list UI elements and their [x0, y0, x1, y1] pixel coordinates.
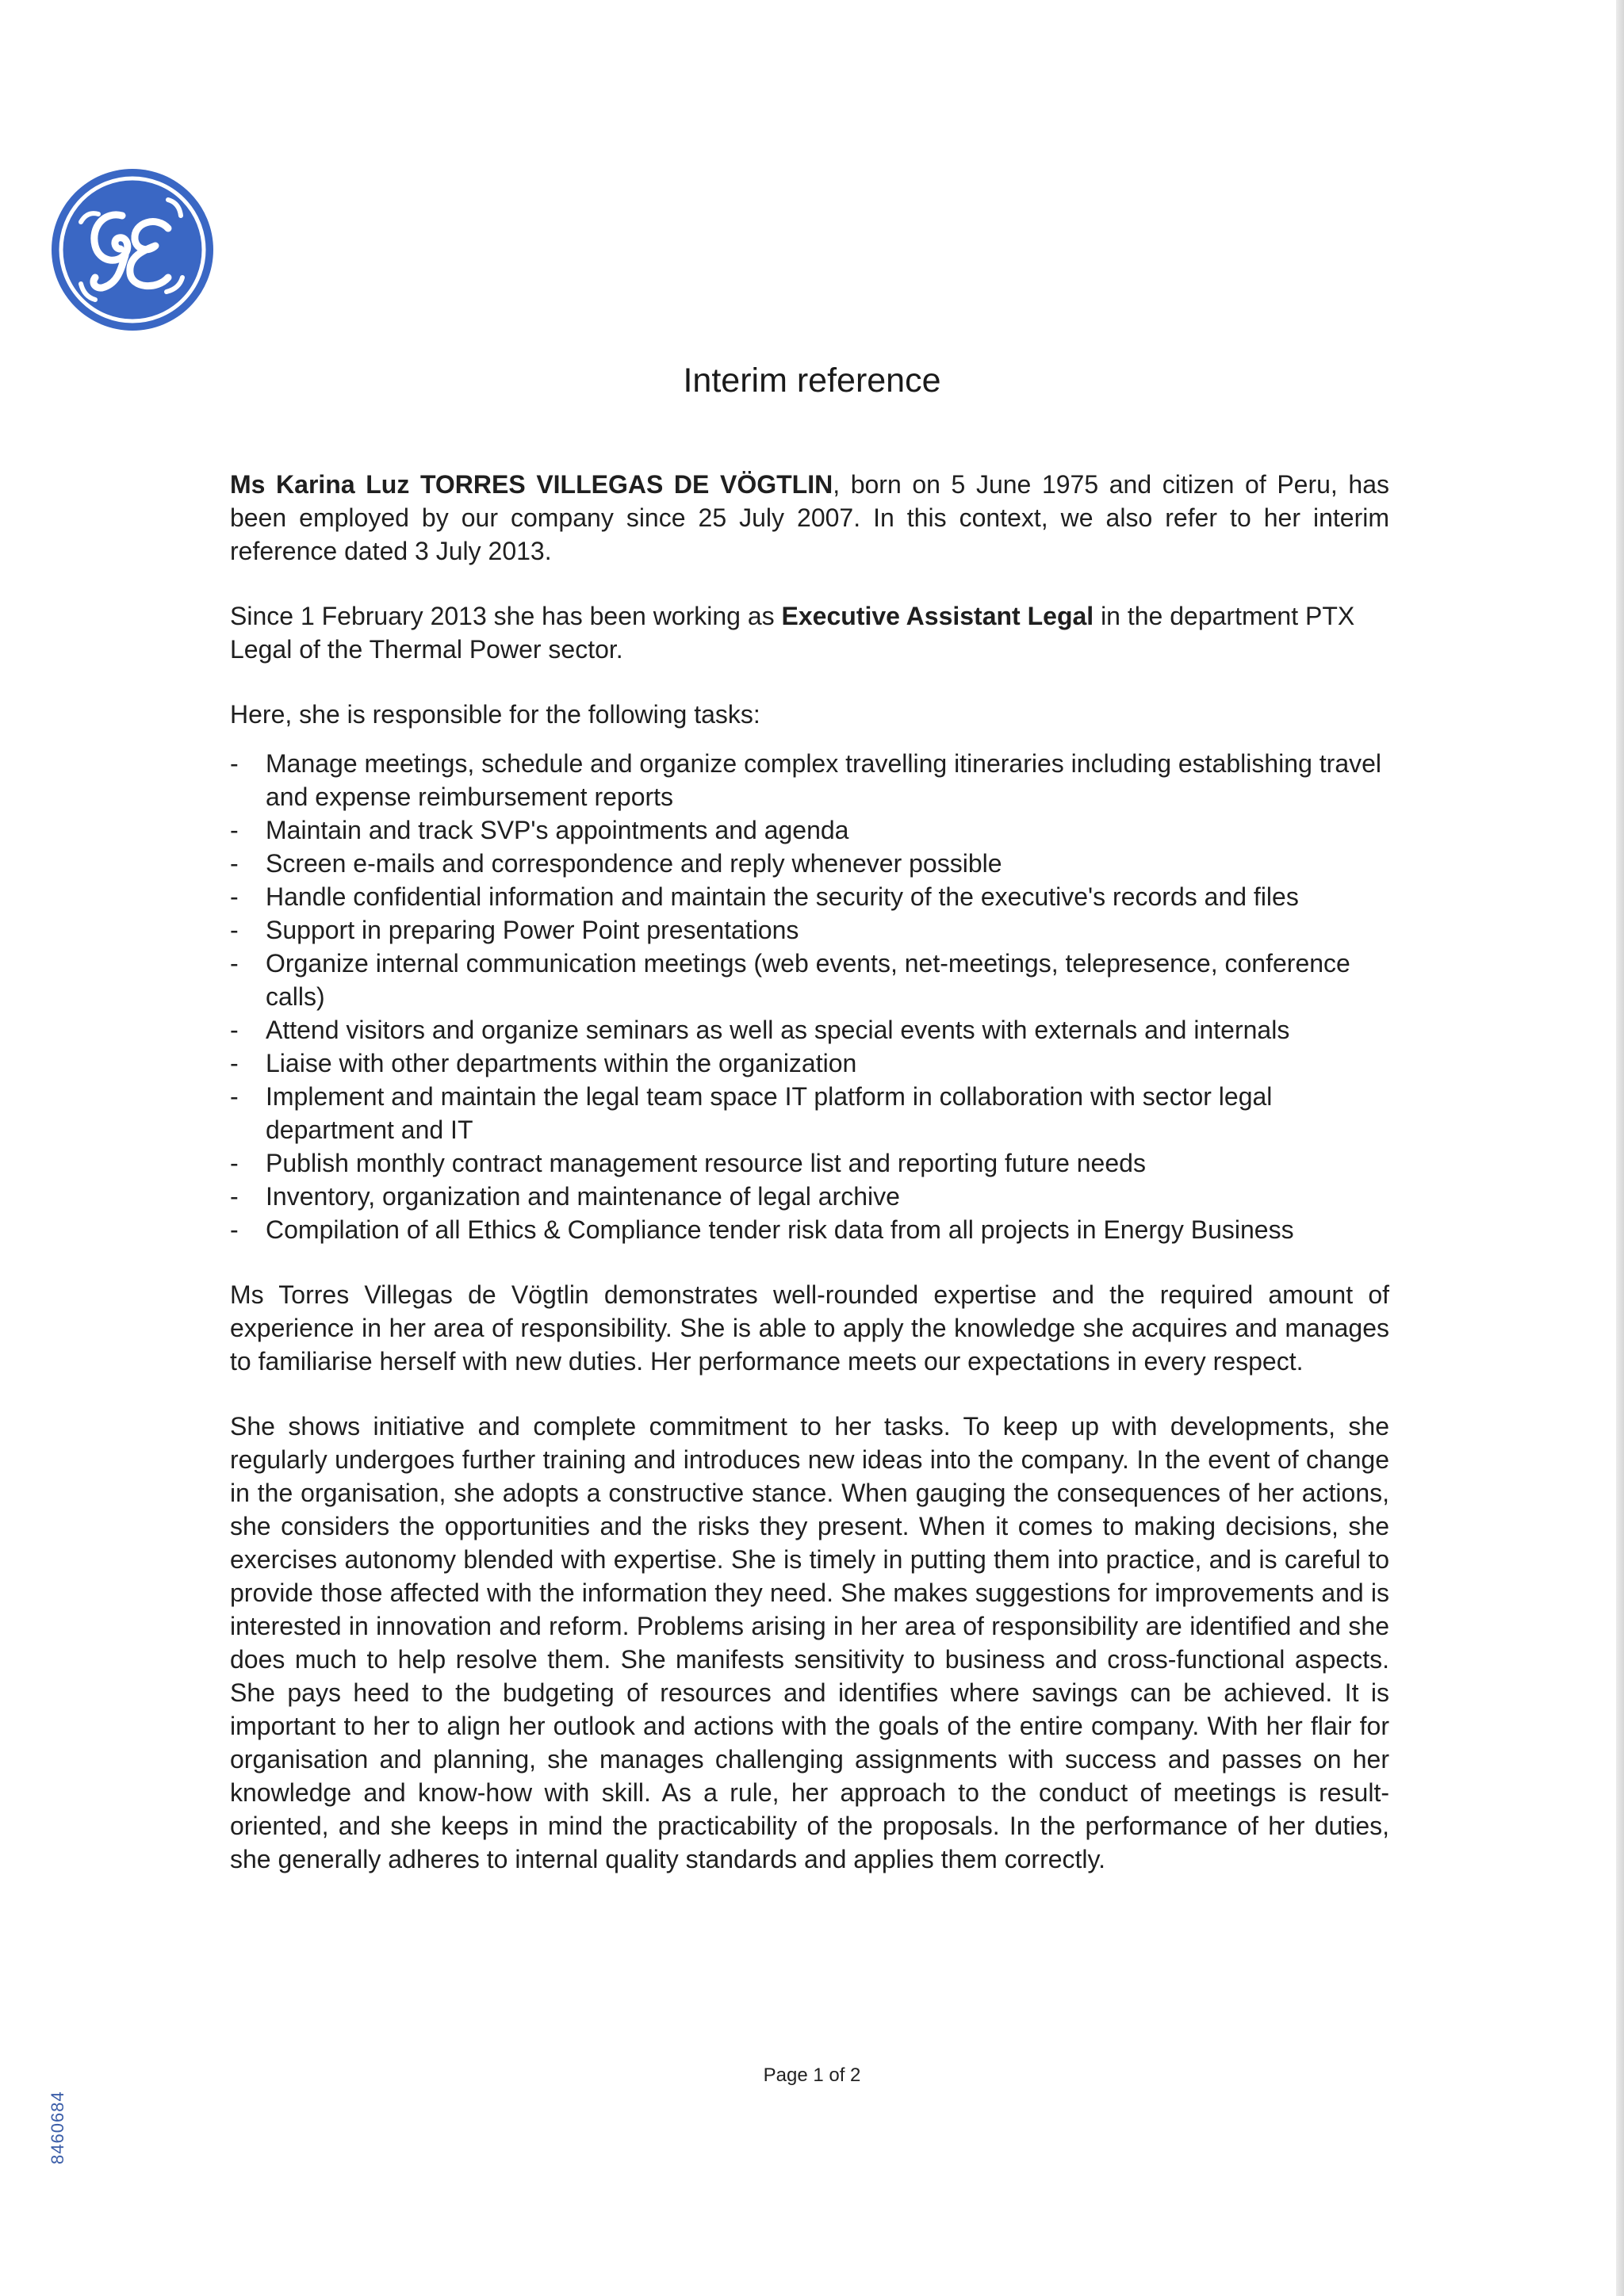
- list-item: - Attend visitors and organize seminars as well as special events with externals and internals: [230, 1013, 1389, 1047]
- document-title: Interim reference: [683, 362, 941, 400]
- tasks-lead: Here, she is responsible for the following tasks:: [230, 700, 760, 729]
- list-item: - Handle confidential information and maintain the security of the executive's records and files: [230, 880, 1389, 913]
- page-edge-shadow: [1616, 0, 1624, 2296]
- list-item: - Liaise with other departments within the organization: [230, 1047, 1389, 1080]
- task-list: [230, 747, 1389, 1246]
- list-item: - Implement and maintain the legal team space IT platform in collaboration with sector legal department and IT: [230, 1080, 1389, 1146]
- list-item: - Support in preparing Power Point presentations: [230, 913, 1389, 947]
- employee-name: Ms Karina Luz TORRES VILLEGAS DE VÖGTLIN: [230, 470, 833, 499]
- letter-body: [230, 468, 1389, 1908]
- position-text-after: in the department PTX Legal of the Thermal Power sector.: [230, 602, 1355, 664]
- page-number: Page 1 of 2: [763, 2064, 861, 2086]
- list-item: - Organize internal communication meetings (web events, net-meetings, telepresence, conference calls): [230, 947, 1389, 1013]
- list-bullet: -: [230, 882, 239, 911]
- list-item: - Manage meetings, schedule and organize complex travelling itineraries including establishing travel and expense reimbursement reports: [230, 747, 1389, 813]
- list-bullet: -: [230, 916, 239, 944]
- ge-logo-icon: [49, 166, 216, 333]
- list-bullet: -: [230, 816, 239, 844]
- list-item: - Screen e-mails and correspondence and reply whenever possible: [230, 847, 1389, 880]
- list-bullet: -: [230, 1016, 239, 1044]
- list-bullet: -: [230, 1082, 239, 1111]
- ge-monogram-logo-graphic: [49, 166, 216, 333]
- position-paragraph: [230, 599, 1389, 666]
- intro-paragraph: [230, 468, 1389, 568]
- list-bullet: -: [230, 749, 239, 778]
- list-bullet: -: [230, 1215, 239, 1244]
- list-item: - Maintain and track SVP's appointments and agenda: [230, 813, 1389, 847]
- list-bullet: -: [230, 949, 239, 978]
- list-bullet: -: [230, 1149, 239, 1177]
- list-item: - Publish monthly contract management resource list and reporting future needs: [230, 1146, 1389, 1180]
- list-item: - Inventory, organization and maintenance of legal archive: [230, 1180, 1389, 1213]
- commitment-paragraph: She shows initiative and complete commitment to her tasks. To keep up with developments, she regularly undergoes further training and introduces new ideas into the company. In the event of change in the organisation, she adopts a constructive stance. When gauging the consequences of her actions, she considers the opportunities and the risks they present. When it comes to making decisions, she exercises autonomy blended with expertise. She is timely in putting them into practice, and is careful to provide those affected with the information they need. She makes suggestions for improvements and is interested in innovation and reform. Problems arising in her area of responsibility are identified and she does much to help resolve them. She manifests sensitivity to business and cross-functional aspects. She pays heed to the budgeting of resources and identifies where savings can be achieved. It is important to her to align her outlook and actions with the goals of the entire company. With her flair for organisation and planning, she manages challenging assignments with success and passes on her knowledge and know-how with skill. As a rule, her approach to the conduct of meetings is result-oriented, and she keeps in mind the practicability of the proposals. In the performance of her duties, she generally adheres to internal quality standards and applies them correctly.: [230, 1412, 1389, 1873]
- intro-text: , born on 5 June 1975 and citizen of Peru, has been employed by our company since 25 July 2007. In this context, we also refer to her interim reference dated 3 July 2013.: [230, 470, 1390, 565]
- document-side-code: 8460684: [48, 2091, 67, 2164]
- position-role: Executive Assistant Legal: [781, 602, 1094, 630]
- position-text-before: Since 1 February 2013 she has been working as: [230, 602, 782, 630]
- list-bullet: -: [230, 1182, 239, 1211]
- list-bullet: -: [230, 1049, 239, 1077]
- list-item: - Compilation of all Ethics & Compliance tender risk data from all projects in Energy Business: [230, 1213, 1389, 1246]
- assessment-paragraph: Ms Torres Villegas de Vögtlin demonstrates well-rounded expertise and the required amount of experience in her area of responsibility. She is able to apply the knowledge she acquires and manages to familiarise herself with new duties. Her performance meets our expectations in every respect.: [230, 1280, 1389, 1376]
- list-bullet: -: [230, 849, 239, 878]
